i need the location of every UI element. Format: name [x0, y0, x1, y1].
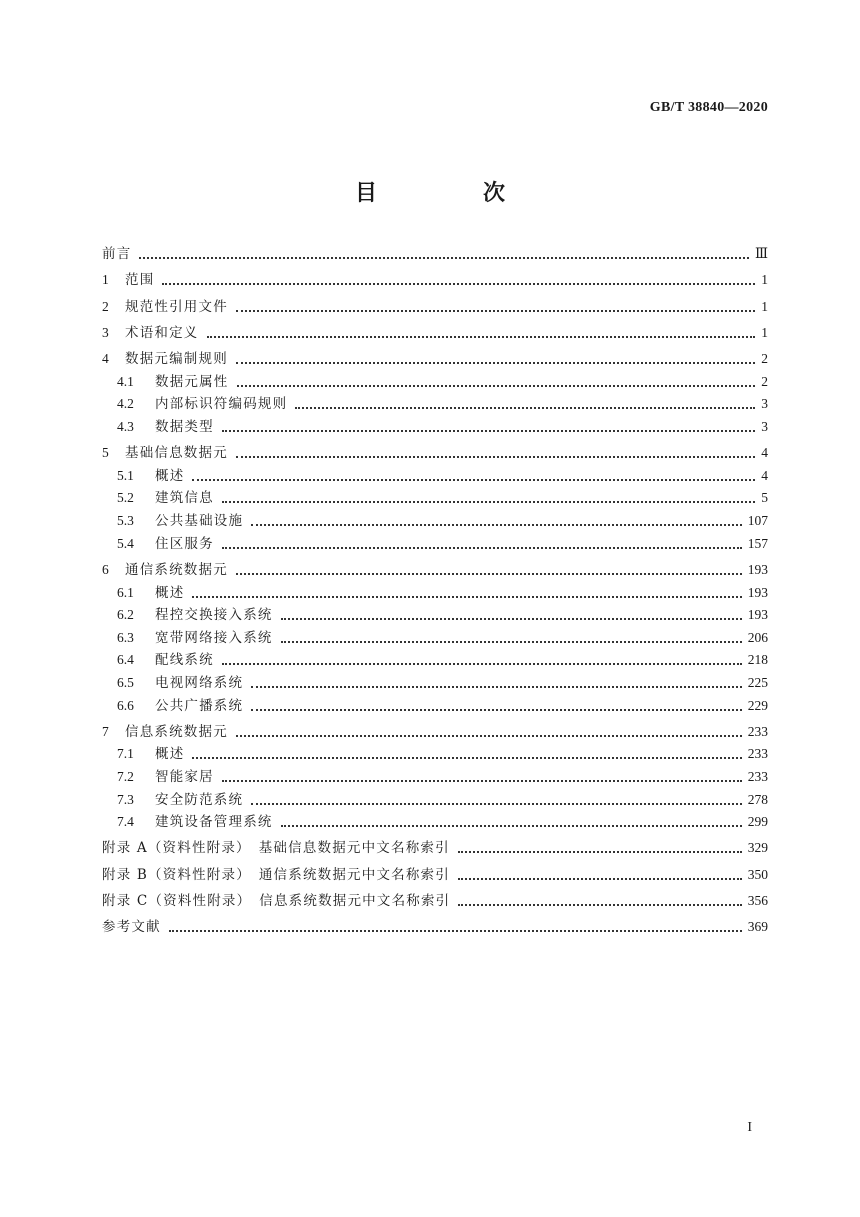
toc-entry-label: 范围	[125, 272, 155, 289]
toc-entry-number: 1	[102, 272, 109, 288]
toc-entry-page: 278	[747, 791, 768, 807]
toc-entry-page: 193	[747, 561, 768, 577]
toc-entry-page: 369	[747, 919, 768, 935]
toc-entry-number: 7.3	[117, 791, 134, 807]
toc-entry-page: 5	[761, 490, 768, 506]
toc-entry[interactable]	[102, 489, 768, 507]
toc-leader-dots	[458, 878, 742, 880]
toc-entry[interactable]	[102, 561, 768, 579]
toc-entry[interactable]	[102, 892, 768, 910]
toc-entry[interactable]	[102, 245, 768, 263]
toc-entry[interactable]	[102, 839, 768, 857]
toc-entry[interactable]	[102, 350, 768, 368]
toc-entry-page: Ⅲ	[754, 246, 768, 261]
toc-entry-page: 107	[747, 513, 768, 529]
toc-entry-label: 通信系统数据元	[125, 561, 228, 578]
toc-entry-page: 233	[747, 768, 768, 784]
toc-entry-page: 233	[747, 723, 768, 739]
page-number: I	[747, 1120, 752, 1135]
toc-entry-number: 5.1	[117, 467, 134, 483]
toc-leader-dots	[236, 456, 755, 458]
toc-entry-number: 5.2	[117, 490, 134, 506]
toc-entry[interactable]	[102, 535, 768, 553]
standard-code: GB/T 38840—2020	[649, 100, 768, 115]
toc-entry-number: 6.2	[117, 607, 134, 623]
toc-entry[interactable]	[102, 629, 768, 647]
toc-entry-page: 3	[761, 418, 768, 434]
toc-entry-number: 2	[102, 298, 109, 314]
toc-entry[interactable]	[102, 723, 768, 741]
toc-entry-page: 3	[761, 396, 768, 412]
toc-entry-label: 数据元编制规则	[125, 351, 228, 368]
toc-entry-number: 5	[102, 445, 109, 461]
toc-entry-number: 6.4	[117, 652, 134, 668]
toc-entry-label: 前言	[102, 246, 132, 262]
toc-entry[interactable]	[102, 444, 768, 462]
toc-leader-dots	[162, 283, 755, 285]
toc-entry-page: 157	[747, 535, 768, 551]
page-title: 目 次	[354, 180, 547, 206]
toc-leader-dots	[222, 663, 742, 665]
toc-leader-dots	[207, 336, 756, 338]
toc-entry-label: 信息系统数据元	[125, 723, 228, 740]
toc-entry-page: 299	[747, 814, 768, 830]
toc-entry-label: 配线系统	[155, 652, 214, 669]
toc-entry-label: 数据类型	[155, 418, 214, 435]
toc-entry-page: 229	[747, 697, 768, 713]
toc-entry-page: 4	[761, 467, 768, 483]
toc-leader-dots	[237, 385, 756, 387]
toc-leader-dots	[236, 362, 755, 364]
toc-entry-label: 规范性引用文件	[125, 298, 228, 315]
toc-entry-page: 1	[761, 298, 768, 314]
toc-leader-dots	[222, 430, 755, 432]
toc-entry-label: 基础信息数据元	[125, 445, 228, 462]
toc-leader-dots	[236, 573, 742, 575]
toc-leader-dots	[251, 524, 742, 526]
toc-entry-label: 概述	[155, 467, 185, 484]
toc-entry[interactable]	[102, 918, 768, 936]
toc-entry-number: 3	[102, 324, 109, 340]
toc-entry-number: 7	[102, 723, 109, 739]
toc-leader-dots	[236, 310, 755, 312]
toc-entry[interactable]	[102, 866, 768, 884]
toc-entry-label: 安全防范系统	[155, 791, 244, 808]
toc-entry[interactable]	[102, 745, 768, 763]
toc-entry-label: 内部标识符编码规则	[155, 396, 288, 413]
toc-leader-dots	[222, 780, 742, 782]
toc-entry-page: 193	[747, 607, 768, 623]
toc-leader-dots	[192, 479, 755, 481]
toc-leader-dots	[251, 709, 742, 711]
toc-entry[interactable]	[102, 271, 768, 289]
toc-entry-page: 1	[761, 272, 768, 288]
toc-entry[interactable]	[102, 606, 768, 624]
toc-entry-label: 数据元属性	[155, 373, 229, 390]
toc-entry-label: 建筑设备管理系统	[155, 814, 273, 831]
toc-entry[interactable]	[102, 418, 768, 436]
toc-leader-dots	[169, 930, 742, 932]
toc-leader-dots	[458, 904, 741, 906]
toc-entry-label: 住区服务	[155, 535, 214, 552]
toc-entry[interactable]	[102, 674, 768, 692]
toc-leader-dots	[251, 803, 742, 805]
toc-leader-dots	[281, 825, 742, 827]
toc-entry-number: 4.3	[117, 418, 134, 434]
toc-leader-dots	[222, 501, 755, 503]
toc-leader-dots	[458, 851, 742, 853]
toc-entry-page: 2	[761, 351, 768, 367]
toc-entry-label: 附录 A（资料性附录） 基础信息数据元中文名称索引	[102, 840, 450, 857]
table-of-contents	[102, 245, 768, 936]
toc-entry-label: 附录 B（资料性附录） 通信系统数据元中文名称索引	[102, 866, 450, 883]
toc-entry-page: 4	[761, 445, 768, 461]
toc-entry[interactable]	[102, 651, 768, 669]
toc-entry-number: 4	[102, 351, 109, 367]
toc-entry-label: 术语和定义	[125, 324, 199, 341]
toc-entry[interactable]	[102, 395, 768, 413]
toc-entry-page: 218	[747, 652, 768, 668]
toc-leader-dots	[281, 641, 742, 643]
toc-leader-dots	[139, 257, 749, 259]
toc-entry-label: 附录 C（资料性附录） 信息系统数据元中文名称索引	[102, 893, 451, 910]
toc-entry-label: 电视网络系统	[155, 674, 244, 691]
toc-entry-number: 5.4	[117, 535, 134, 551]
toc-entry-page: 356	[747, 893, 768, 909]
toc-entry-label: 程控交换接入系统	[155, 607, 273, 624]
toc-entry-page: 329	[747, 840, 768, 856]
toc-entry-number: 6.5	[117, 674, 134, 690]
toc-entry[interactable]	[102, 697, 768, 715]
toc-entry-number: 6.1	[117, 584, 134, 600]
toc-leader-dots	[236, 735, 742, 737]
toc-entry-label: 公共基础设施	[155, 513, 244, 530]
toc-entry-number: 7.4	[117, 814, 134, 830]
toc-entry[interactable]	[102, 813, 768, 831]
toc-entry-number: 5.3	[117, 513, 134, 529]
toc-entry[interactable]	[102, 373, 768, 391]
toc-leader-dots	[251, 686, 742, 688]
toc-entry-label: 智能家居	[155, 768, 214, 785]
toc-entry-number: 4.1	[117, 373, 134, 389]
toc-entry[interactable]	[102, 768, 768, 786]
toc-entry-page: 225	[747, 674, 768, 690]
toc-leader-dots	[222, 547, 742, 549]
toc-entry-page: 206	[747, 629, 768, 645]
toc-entry-label: 建筑信息	[155, 490, 214, 507]
toc-leader-dots	[192, 596, 741, 598]
toc-entry[interactable]	[102, 791, 768, 809]
toc-leader-dots	[281, 618, 742, 620]
toc-entry-number: 6.6	[117, 697, 134, 713]
toc-entry-page: 193	[747, 584, 768, 600]
toc-entry-number: 6	[102, 561, 109, 577]
toc-entry[interactable]	[102, 298, 768, 316]
toc-entry[interactable]	[102, 324, 768, 342]
toc-entry-label: 宽带网络接入系统	[155, 629, 273, 646]
toc-entry-page: 2	[761, 373, 768, 389]
toc-leader-dots	[295, 407, 755, 409]
toc-entry-page: 233	[747, 746, 768, 762]
toc-entry-number: 7.1	[117, 746, 134, 762]
toc-entry[interactable]	[102, 512, 768, 530]
toc-entry-number: 7.2	[117, 768, 134, 784]
toc-entry-page: 1	[761, 324, 768, 340]
toc-entry[interactable]	[102, 584, 768, 602]
toc-leader-dots	[192, 757, 741, 759]
toc-entry-number: 4.2	[117, 396, 134, 412]
toc-entry-label: 参考文献	[102, 919, 161, 936]
toc-entry[interactable]	[102, 467, 768, 485]
toc-entry-label: 概述	[155, 584, 185, 601]
toc-entry-label: 公共广播系统	[155, 697, 244, 714]
toc-entry-number: 6.3	[117, 629, 134, 645]
toc-entry-page: 350	[747, 866, 768, 882]
toc-entry-label: 概述	[155, 746, 185, 763]
